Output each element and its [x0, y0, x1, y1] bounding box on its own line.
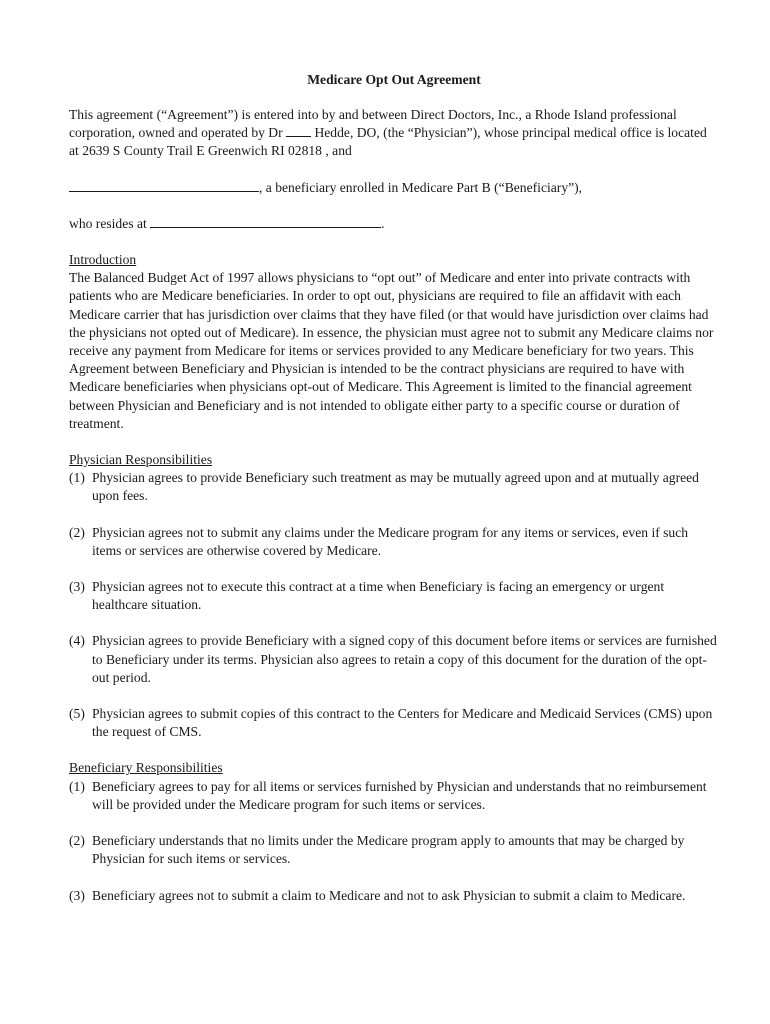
list-item — [69, 778, 719, 814]
item-number: (3) — [69, 579, 85, 595]
beneficiary-responsibilities-list — [69, 778, 719, 905]
item-number: (4) — [69, 633, 85, 649]
item-text: Physician agrees not to execute this contract at a time when Beneficiary is facing an emergency or urgent healthcare situation. — [92, 579, 665, 613]
item-text: Beneficiary agrees not to submit a claim to Medicare and not to ask Physician to submit a claim to Medicare. — [92, 887, 686, 903]
resides-label: who resides at — [69, 215, 151, 231]
beneficiary-responsibilities-heading: Beneficiary Responsibilities — [69, 760, 223, 776]
item-number: (2) — [69, 524, 85, 540]
introduction-text: The Balanced Budget Act of 1997 allows physicians to “opt out” of Medicare and enter into private contracts with patients who are Medicare beneficiaries. In order to opt out, physicians are required to file an affidavit with each Medicare carrier that has jurisdiction over claims that they have filed (or that would have jurisdiction over claims had the physicians not opted out of Medicare). In essence, the physician must agree not to submit any Medicare claims nor receive any payment from Medicare for items or services provided to any Medicare beneficiary for two years. This Agreement between Beneficiary and Physician is intended to be the contract physicians are required to have with Medicare beneficiaries when physicians opt-out of Medicare. This Agreement is limited to the financial agreement between Physician and Beneficiary and is not intended to obligate either party to a specific course or duration of treatment. — [69, 270, 714, 431]
intro-text-part2: Hedde, DO, (the “Physician”), whose principal medical office is located at 2639 S County Trail E Greenwich RI 02818 , and — [69, 125, 707, 159]
list-item — [69, 832, 719, 868]
list-item — [69, 705, 719, 741]
beneficiary-line — [69, 179, 719, 197]
agreement-intro-paragraph — [69, 106, 719, 161]
list-item — [69, 578, 719, 614]
item-text: Physician agrees to provide Beneficiary with a signed copy of this document before items or services are furnished to Beneficiary under its terms. Physician also agrees to retain a copy of this document for the duration of the opt-out period. — [92, 633, 717, 685]
list-item — [69, 524, 719, 560]
intro-text-part1: This agreement (“Agreement”) is entered into by and between Direct Doctors, Inc., a Rhode Island professional corporation, owned and operated by Dr — [69, 107, 677, 141]
physician-responsibilities-heading: Physician Responsibilities — [69, 452, 213, 468]
doctor-name-blank[interactable] — [286, 124, 311, 137]
beneficiary-name-blank[interactable] — [69, 179, 259, 192]
list-item — [69, 632, 719, 687]
item-text: Physician agrees to submit copies of this contract to the Centers for Medicare and Medicaid Services (CMS) upon the request of CMS. — [92, 706, 713, 740]
item-number: (1) — [69, 470, 85, 486]
item-text: Physician agrees not to submit any claims under the Medicare program for any items or services, even if such items or services are otherwise covered by Medicare. — [92, 524, 689, 558]
item-number: (5) — [69, 706, 85, 722]
item-text: Beneficiary agrees to pay for all items or services furnished by Physician and understands that no reimbursement will be provided under the Medicare program for such items or services. — [92, 778, 707, 812]
address-blank[interactable] — [150, 215, 381, 228]
list-item — [69, 887, 719, 905]
item-number: (3) — [69, 887, 85, 903]
list-item — [69, 469, 719, 505]
beneficiary-responsibilities-section — [69, 759, 719, 904]
document-body — [69, 71, 719, 923]
physician-responsibilities-list — [69, 469, 719, 741]
resides-end: . — [381, 215, 385, 231]
residence-line — [69, 215, 719, 233]
introduction-heading: Introduction — [69, 252, 137, 268]
beneficiary-line-text: , a beneficiary enrolled in Medicare Part B (“Beneficiary”), — [259, 179, 583, 195]
document-title: Medicare Opt Out Agreement — [307, 72, 481, 87]
item-text: Physician agrees to provide Beneficiary such treatment as may be mutually agreed upon and at mutually agreed upon fees. — [92, 470, 699, 504]
introduction-section — [69, 251, 719, 433]
item-number: (1) — [69, 778, 85, 794]
item-text: Beneficiary understands that no limits under the Medicare program apply to amounts that may be charged by Physician for such items or services. — [92, 833, 685, 867]
item-number: (2) — [69, 833, 85, 849]
physician-responsibilities-section — [69, 451, 719, 741]
